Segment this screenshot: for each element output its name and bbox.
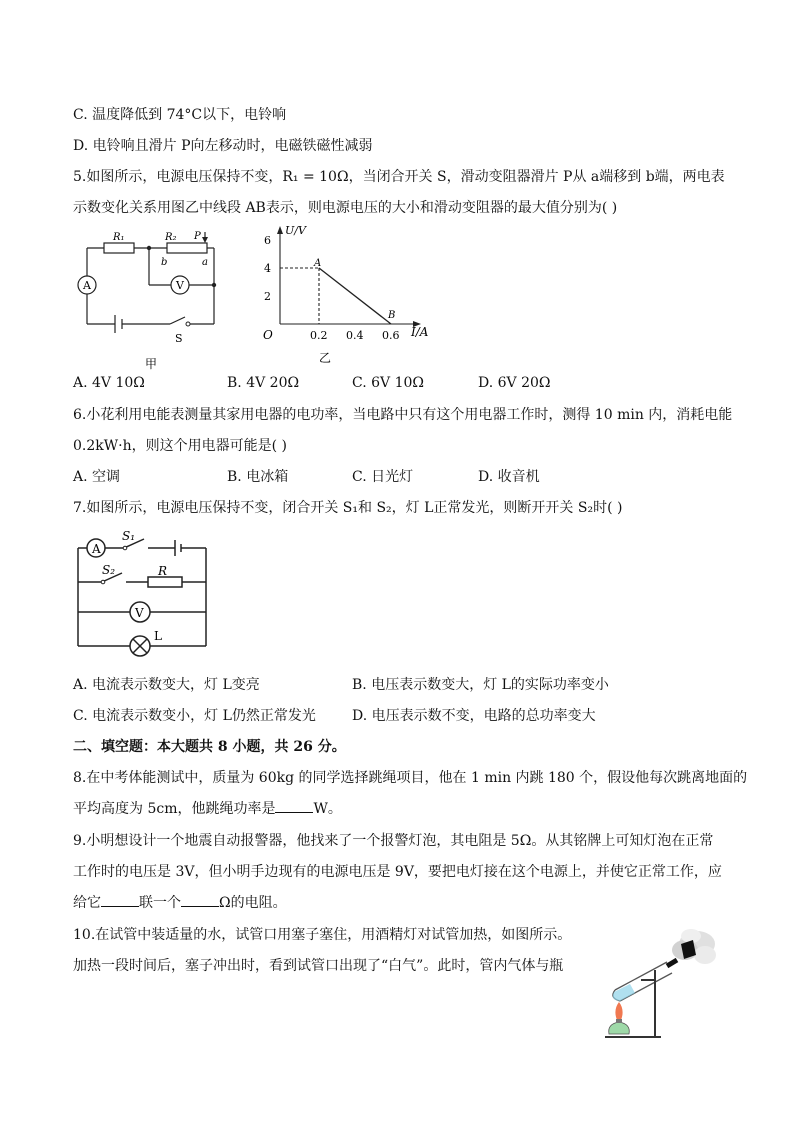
ammeter-label: A [83, 279, 91, 292]
alcohol-lamp-icon [609, 1022, 630, 1034]
q7-option-a: A. 电流表示数变大，灯 L变亮 [73, 677, 260, 693]
q9-stem-line2: 工作时的电压是 3V，但小明手边现有的电源电压是 9V，要把电灯接在这个电源上，并使它正常工作，应 [73, 864, 722, 880]
q5-graph-figure [255, 220, 435, 370]
q8-line2-post: W。 [313, 801, 342, 817]
q7-stem: 7.如图所示，电源电压保持不变，闭合开关 S₁和 S₂，灯 L正常发光，则断开开关 S₂时( ) [73, 500, 623, 516]
q6-option-b: B. 电冰箱 [227, 469, 289, 485]
ytick-2: 2 [264, 290, 271, 303]
q9-answer-blank-2[interactable] [181, 894, 219, 907]
q9-line3-mid: 联一个 [139, 895, 181, 911]
graph-xlabel: I/A [411, 325, 429, 339]
q7-r-label: R [158, 564, 168, 578]
flame-icon [615, 1002, 622, 1020]
figure-caption-jia: 甲 [145, 357, 158, 371]
q4-option-c: C. 温度降低到 74°C以下，电铃响 [73, 107, 287, 123]
figure-caption-yi: 乙 [319, 351, 332, 365]
q10-stem-line2: 加热一段时间后，塞子冲出时，看到试管口出现了“白气”。此时，管内气体与瓶 [73, 958, 564, 974]
graph-origin: O [263, 328, 273, 342]
q7-circuit-figure [72, 526, 217, 661]
q8-stem-line1: 8.在中考体能测试中，质量为 60kg 的同学选择跳绳项目，他在 1 min 内跳 180 个，假设他每次跳离地面的 [73, 770, 748, 786]
q7-lamp-label: L [154, 629, 162, 643]
xtick-0.2: 0.2 [310, 329, 328, 342]
q10-stem-line1: 10.在试管中装适量的水，试管口用塞子塞住，用酒精灯对试管加热，如图所示。 [73, 927, 572, 943]
point-a-label: A [314, 258, 322, 269]
q9-answer-blank-1[interactable] [101, 894, 139, 907]
q6-stem-line1: 6.小花利用电能表测量其家用电器的电功率，当电路中只有这个用电器工作时，测得 10 min 内，消耗电能 [73, 407, 733, 423]
q5-option-c: C. 6V 10Ω [352, 375, 425, 391]
q8-answer-blank[interactable] [275, 800, 313, 813]
q7-ammeter-label: A [92, 542, 101, 556]
q7-option-d: D. 电压表示数不变，电路的总功率变大 [352, 708, 596, 724]
circuit-label-p: P [194, 231, 201, 242]
xtick-0.4: 0.4 [346, 329, 364, 342]
point-b-label: B [388, 310, 396, 321]
q8-stem-line2 [73, 800, 342, 818]
q6-option-c: C. 日光灯 [352, 469, 414, 485]
xtick-0.6: 0.6 [382, 329, 400, 342]
q5-stem-line1: 5.如图所示，电源电压保持不变，R₁ = 10Ω，当闭合开关 S，滑动变阻器滑片 P从 a端移到 b端，两电表 [73, 169, 725, 185]
q7-option-b: B. 电压表示数变大，灯 L的实际功率变小 [352, 677, 609, 693]
q7-s1-label: S₁ [122, 529, 136, 543]
ytick-6: 6 [264, 234, 271, 247]
ytick-4: 4 [264, 262, 271, 275]
q9-stem-line1: 9.小明想设计一个地震自动报警器，他找来了一个报警灯泡，其电阻是 5Ω。从其铭牌上可知灯泡在正常 [73, 833, 714, 849]
q8-line2-pre: 平均高度为 5cm，他跳绳功率是 [73, 801, 276, 817]
q7-option-c: C. 电流表示数变小，灯 L仍然正常发光 [73, 708, 316, 724]
voltmeter-label: V [176, 279, 184, 292]
q5-option-b: B. 4V 20Ω [227, 375, 300, 391]
q6-option-d: D. 收音机 [478, 469, 540, 485]
q6-option-a: A. 空调 [73, 469, 121, 485]
q5-stem-line2: 示数变化关系用图乙中线段 AB表示，则电源电压的大小和滑动变阻器的最大值分别为( ) [73, 200, 618, 216]
section-heading: 二、填空题：本大题共 8 小题，共 26 分。 [73, 739, 346, 755]
q9-line3-pre: 给它 [73, 895, 101, 911]
q4-option-d: D. 电铃响且滑片 P向左移动时，电磁铁磁性减弱 [73, 138, 373, 154]
switch-label: S [175, 332, 183, 345]
circuit-label-a: a [202, 257, 208, 268]
q9-line3-post: Ω的电阻。 [219, 895, 287, 911]
q5-circuit-figure [70, 226, 230, 376]
circuit-label-b: b [161, 257, 168, 268]
q6-stem-line2: 0.2kW·h，则这个用电器可能是( ) [73, 438, 287, 454]
q9-stem-line3 [73, 894, 287, 912]
circuit-label-r1: R₁ [113, 232, 125, 243]
graph-ylabel: U/V [285, 224, 306, 237]
circuit-label-r2: R₂ [165, 232, 177, 243]
q5-option-d: D. 6V 20Ω [478, 375, 551, 391]
q7-s2-label: S₂ [102, 563, 116, 577]
q10-test-tube-figure [585, 922, 725, 1047]
q5-option-a: A. 4V 10Ω [73, 375, 145, 391]
q7-voltmeter-label: V [135, 606, 144, 620]
